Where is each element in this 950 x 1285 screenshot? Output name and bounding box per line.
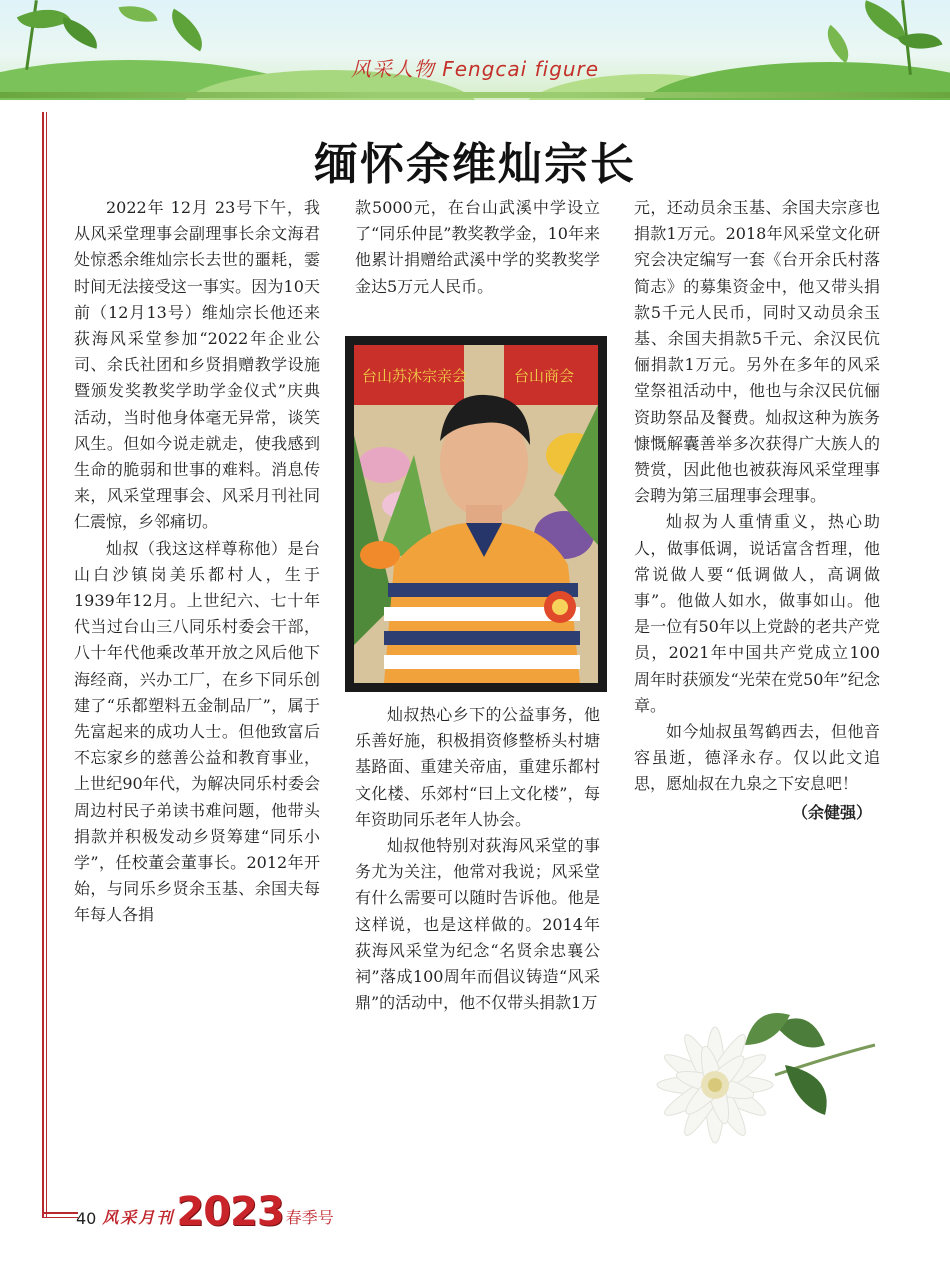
issue-year: 2023 (176, 1189, 284, 1235)
article-column-2-top (355, 195, 600, 300)
header-divider (0, 92, 950, 98)
paragraph: 2022年 12月 23号下午，我从风采堂理事会副理事长余文海君处惊悉余维灿宗长去世的噩耗，霎时间无法接受这一事实。因为10天前（12月13号）维灿宗长他还来荻海风采堂参加“2022年企业公司、余氏社团和乡贤捐赠教学设施暨颁发奖教奖学助学金仪式”庆典活动，当时他身体毫无异常，谈笑风生。但如今说走就走，使我感到生命的脆弱和世事的难料。消息传来，风采堂理事会、风采月刊社同仁震惊，乡邻痛切。 (74, 198, 320, 532)
paragraph: 款5000元，在台山武溪中学设立了“同乐仲昆”教奖教学金，10年来他累计捐赠给武溪中学的奖教奖学金达5万元人民币。 (355, 198, 600, 296)
banner-text-right: 台山商会 (514, 367, 575, 385)
leaf-icon (58, 17, 102, 49)
banner-text-left: 台山苏沐宗亲会 (362, 367, 468, 385)
article-column-3 (634, 195, 880, 826)
portrait-photo (345, 336, 607, 692)
article-column-2-bottom (355, 702, 600, 1016)
paragraph: 如今灿叔虽驾鹤西去，但他音容虽逝，德泽永存。仅以此文追思，愿灿叔在九泉之下安息吧！ (634, 722, 880, 794)
photo-content (354, 345, 598, 683)
paragraph: 灿叔为人重情重义，热心助人，做事低调，说话富含哲理，他常说做人要“低调做人，高调做事”。他做人如水，做事如山。他是一位有50年以上党龄的老共产党员，2021年中国共产党成立100周年时获颁发“光荣在党50年”纪念章。 (634, 512, 880, 715)
page-number: 40 (76, 1209, 97, 1228)
section-label: 风采人物 Fengcai figure (350, 57, 600, 81)
paragraph: 灿叔他特别对荻海风采堂的事务尤为关注，他常对我说；风采堂有什么需要可以随时告诉他。他是这样说，也是这样做的。2014年荻海风采堂为纪念“名贤余忠襄公祠”落成100周年而倡议铸造“风采鼎”的活动中，他不仅带头捐款1万 (355, 836, 600, 1013)
page-footer (76, 1189, 334, 1235)
header-banner (0, 0, 950, 100)
paragraph: 元，还动员余玉基、余国夫宗彦也捐款1万元。2018年风采堂文化研究会决定编写一套《台开余氏村落简志》的募集资金中，他又带头捐款5千元人民币，同时又动员余玉基、余国夫捐款5千元、余汉民伉俪捐款1万元。另外在多年的风采堂祭祖活动中，他也与余汉民伉俪资助祭品及餐费。灿叔这种为族务慷慨解囊善举多次获得广大族人的赞赏，因此他也被荻海风采堂理事会聘为第三届理事会理事。 (634, 198, 880, 506)
leaf-icon (119, 1, 158, 27)
article-column-1 (74, 195, 320, 929)
paragraph: 灿叔（我这这样尊称他）是台山白沙镇岗美乐都村人，生于1939年12月。上世纪六、七十年代当过台山三八同乐村委会干部，八十年代他乘改革开放之风后他下海经商，兴办工厂，在乡下同乐创建了“乐都塑料五金制品厂”，属于先富起来的成功人士。但他致富后不忘家乡的慈善公益和教育事业，上世纪90年代，为解决同乐村委会周边村民子弟读书难问题，他带头捐款并积极发动乡贤筹建“同乐小学”，任校董会董事长。2012年开始，与同乐乡贤余玉基、余国夫每年每人各捐 (74, 538, 320, 925)
left-red-rule (42, 112, 47, 1218)
magazine-name: 风采月刊 (102, 1208, 175, 1227)
article-title: 缅怀余维灿宗长 (314, 139, 636, 190)
chrysanthemum-image (625, 985, 885, 1155)
issue-season: 春季号 (285, 1208, 334, 1227)
paragraph: 灿叔热心乡下的公益事务，他乐善好施，积极捐资修整桥头村塘基路面、重建关帝庙，重建乐都村文化楼、乐郊村“曰上文化楼”，每年资助同乐老年人协会。 (355, 705, 600, 829)
author-byline: （余健强） (791, 802, 872, 822)
portrait-illustration (354, 345, 598, 683)
bottom-red-rule (42, 1212, 78, 1218)
leaf-icon (162, 9, 212, 52)
